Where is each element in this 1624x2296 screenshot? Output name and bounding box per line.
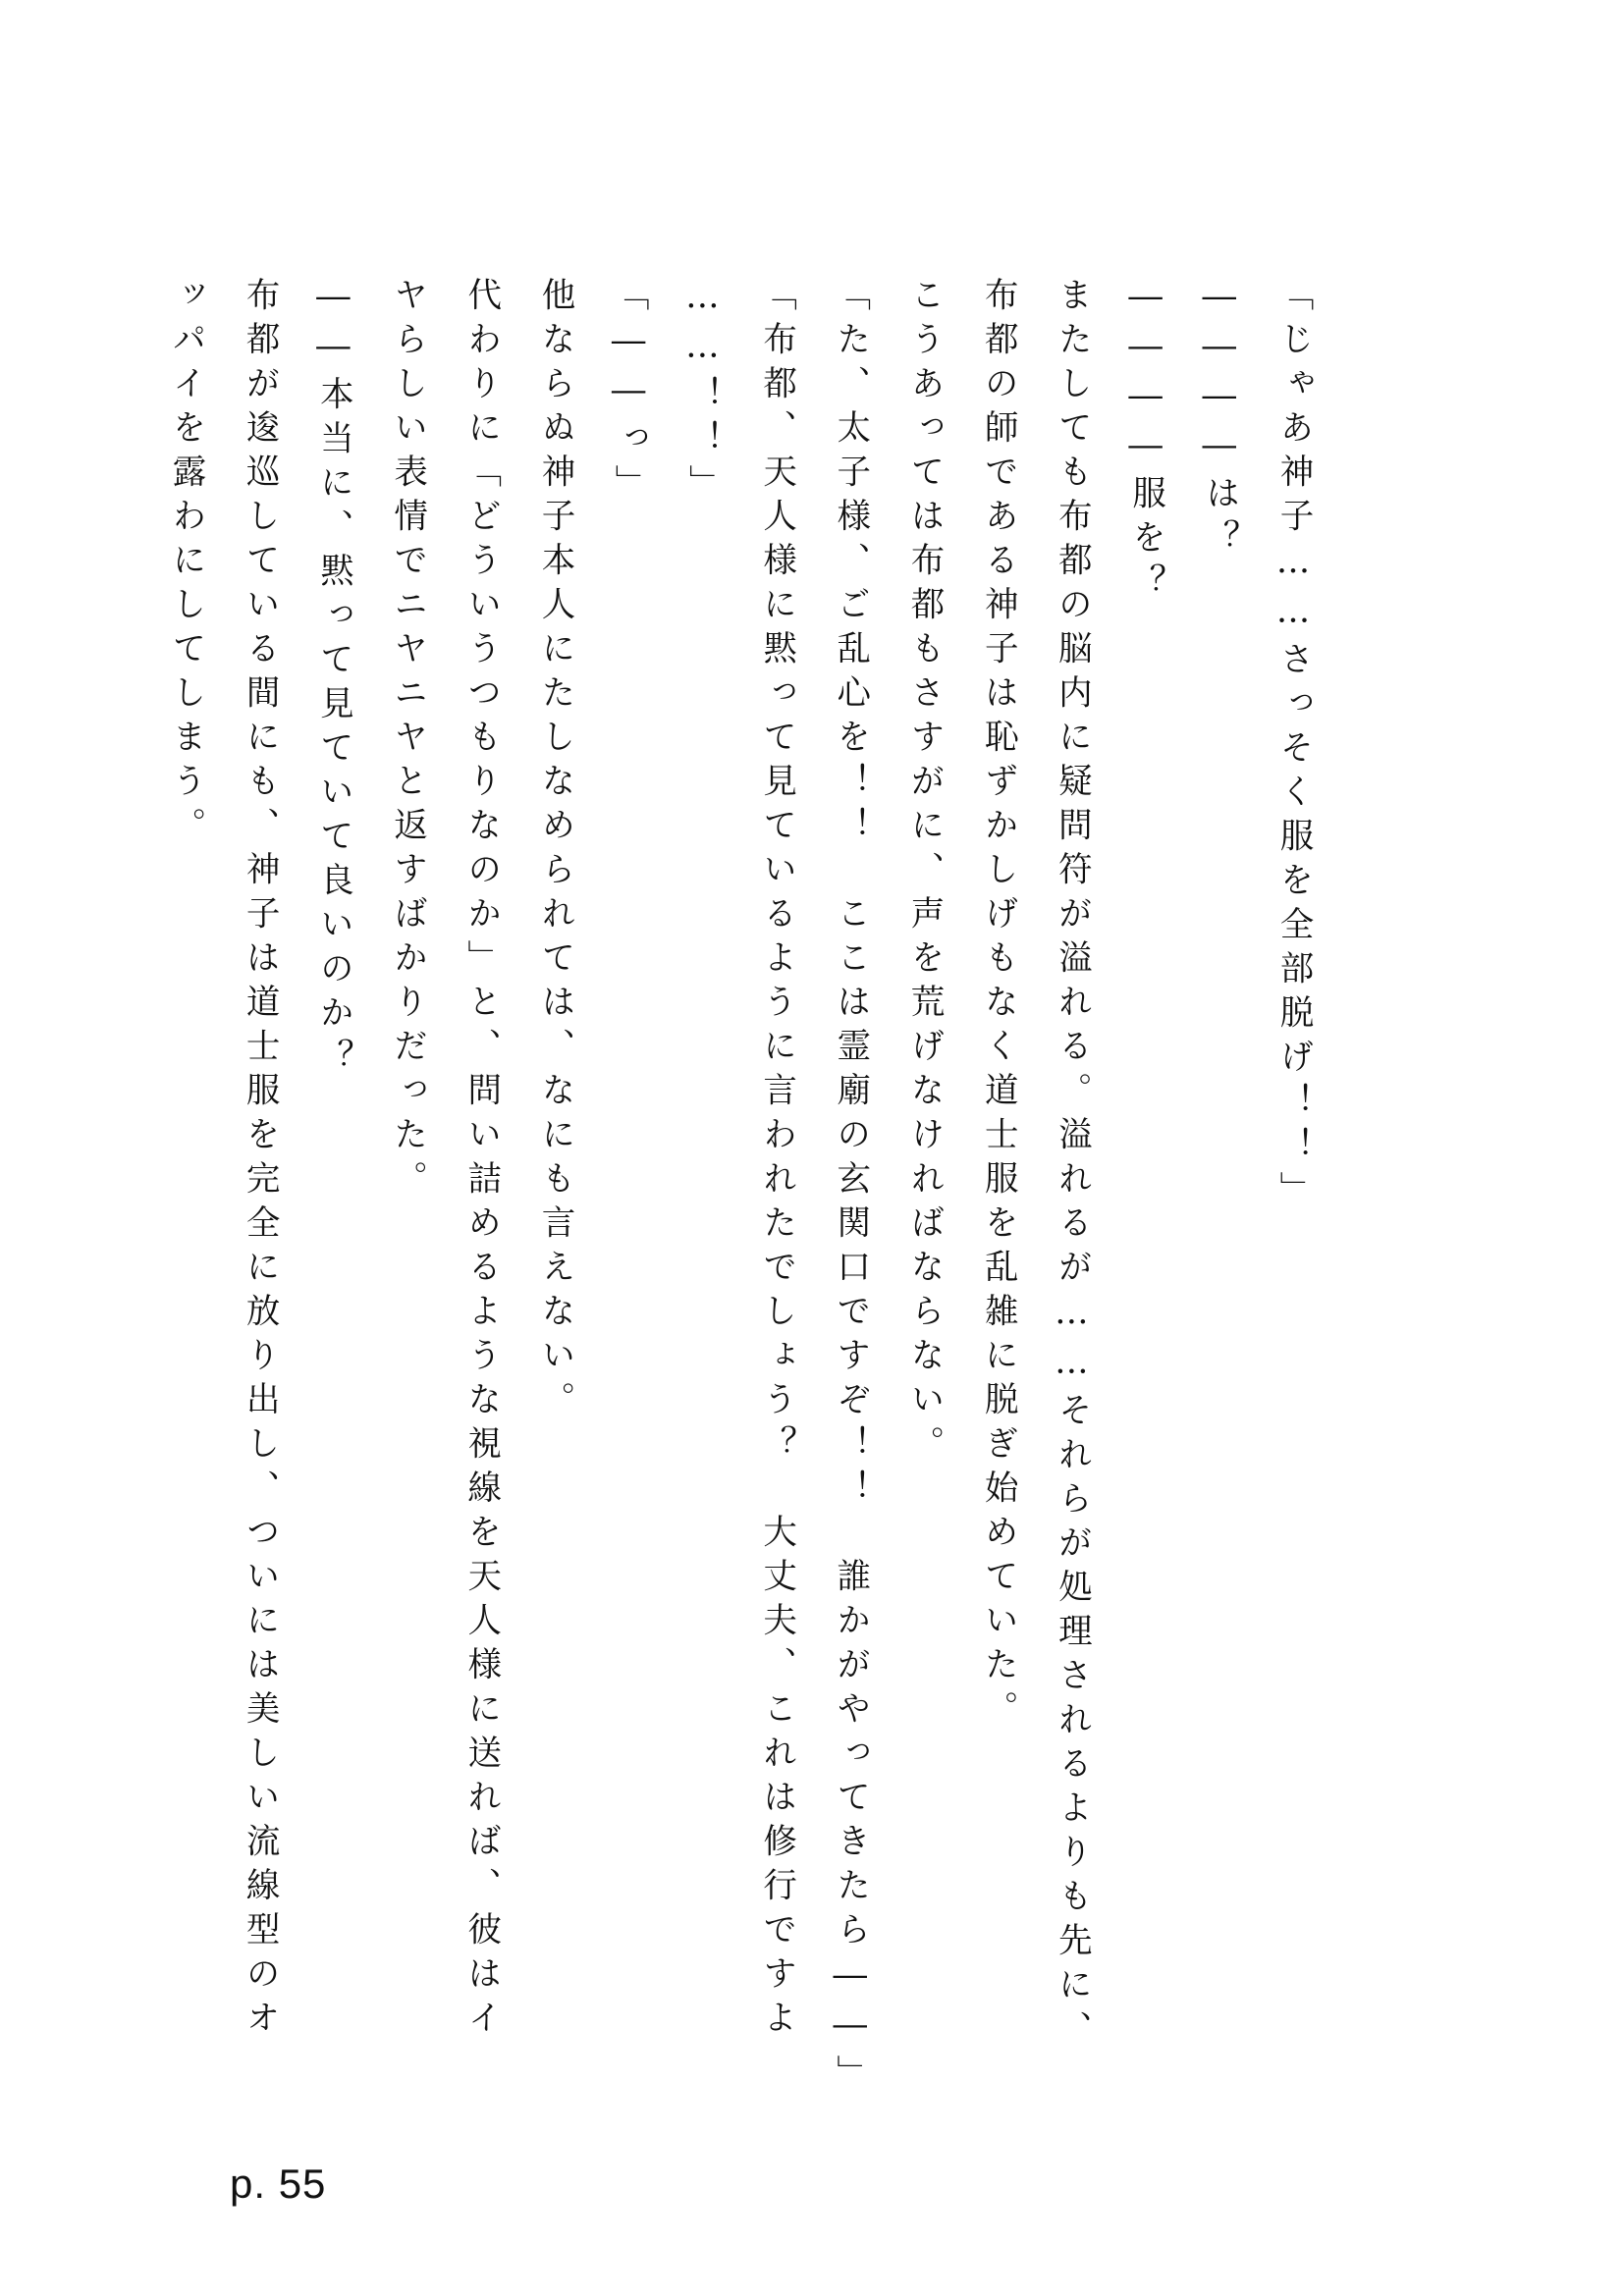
text-line: こうあっては布都もさすがに、声を荒げなければならない。 (903, 277, 944, 1469)
text-line: ッパイを露わにしてしまう。 (165, 277, 205, 851)
text-line: ……！！」 (682, 277, 723, 508)
text-line: 「――っ」 (609, 277, 649, 508)
text-line: ヤらしい表情でニヤニヤと返すばかりだった。 (387, 277, 427, 1204)
text-line: ――――は？ (1199, 277, 1239, 563)
text-line: ――――服を？ (1125, 277, 1165, 608)
text-line: 「た、太子様、ご乱心を！！ ここは霊廟の玄関口ですぞ！！ 誰かがやってきたら――」 (830, 277, 870, 2099)
text-line: 他ならぬ神子本人にたしなめられては、なにも言えない。 (534, 277, 574, 1425)
text-line: 布都が逡巡している間にも、神子は道士服を完全に放り出し、ついには美しい流線型のオ (240, 277, 280, 2044)
text-line: 代わりに「どういうつもりなのか」と、問い詰めるような視線を天人様に送れば、彼はイ (460, 277, 501, 2044)
text-line: 「布都、天人様に黙って見ているように言われたでしょう？ 大丈夫、これは修行ですよ (756, 277, 796, 2044)
text-line: ――本当に、黙って見ていて良いのか？ (313, 277, 353, 1083)
text-line: またしても布都の脳内に疑問符が溢れる。溢れるが……それらが処理されるよりも先に、 (1052, 277, 1092, 2055)
text-line: 布都の師である神子は恥ずかしげもなく道士服を乱雑に脱ぎ始めていた。 (978, 277, 1018, 1735)
body-text (148, 277, 1329, 2103)
page-number: p. 55 (230, 2161, 327, 2207)
text-line: 「じゃあ神子……さっそく服を全部脱げ！！」 (1273, 277, 1313, 1215)
